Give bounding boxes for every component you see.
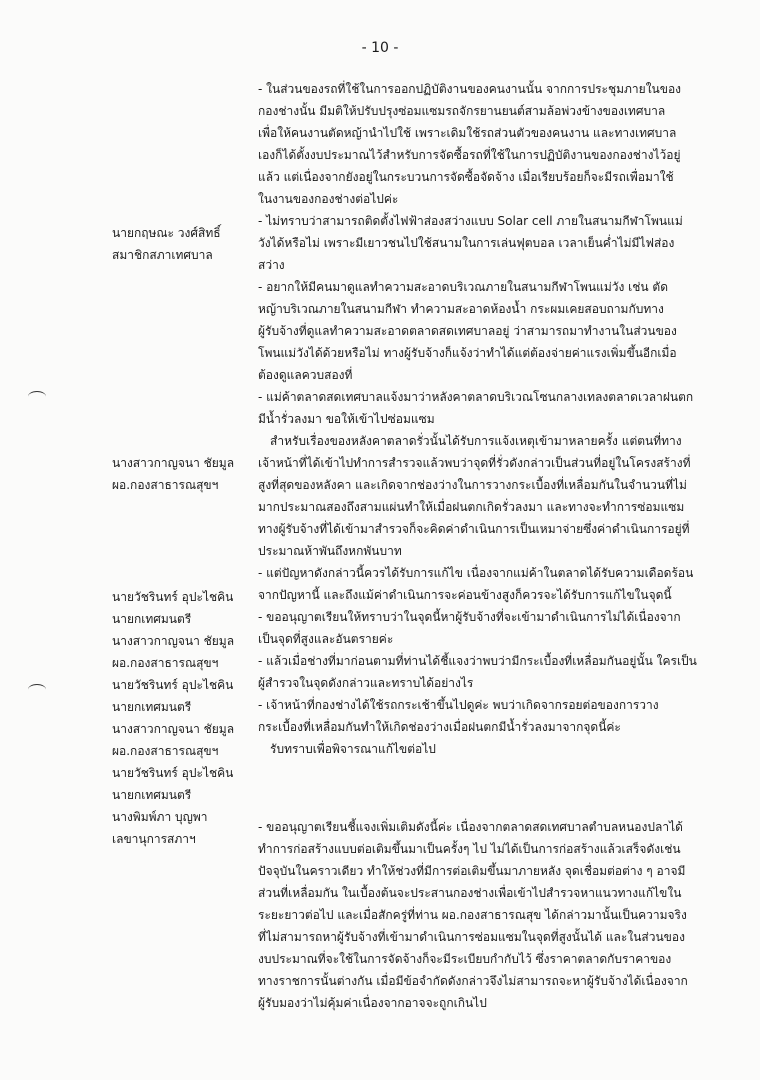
- speaker-role: ผอ.กองสาธารณสุขฯ: [112, 656, 219, 670]
- text-line: ทำการก่อสร้างแบบต่อเติมขึ้นมาเป็นครั้งๆ ไป ไม่ได้เป็นการก่อสร้างแล้วเสร็จดังเช่น: [258, 842, 681, 856]
- text-line: เพื่อให้คนงานตัดหญ้านำไปใช้ เพราะเดิมใช้รถส่วนตัวของคนงาน และทางเทศบาล: [258, 126, 677, 140]
- text-line: ประมาณห้าพันถึงหกพันบาท: [258, 544, 402, 558]
- speaker-name: นายวัชรินทร์ อุปะไชคิน: [112, 590, 234, 604]
- text-line: แล้ว แต่เนื่องจากยังอยู่ในกระบวนการจัดซื้อจัดจ้าง เมื่อเรียบร้อยก็จะมีรถเพื่อมาใช้: [258, 170, 674, 184]
- speaker-role: ผอ.กองสาธารณสุขฯ: [112, 744, 219, 758]
- speaker-name: นางพิมพ์ภา บุญพา: [112, 810, 208, 824]
- speaker-name: นางสาวกาญจนา ชัยมูล: [112, 634, 235, 648]
- speaker-role: นายกเทศมนตรี: [112, 788, 192, 802]
- text-line: กระเบื้องที่เหลื่อมกันทำให้เกิดช่องว่างเมื่อฝนตกมีน้ำรั่วลงมาจากจุดนี้ค่ะ: [258, 720, 621, 734]
- text-line: มากประมาณสองถึงสามแผ่นทำให้เมื่อฝนตกเกิดรั่วลงมา และทางจะทำการซ่อมแซม: [258, 500, 685, 514]
- text-line: งบประมาณที่จะใช้ในการจัดจ้างก็จะมีระเบียบกำกับไว้ ซึ่งราคาตลาดกับราคาของ: [258, 952, 672, 966]
- text-line: ผู้สำรวจในจุดดังกล่าวและทราบได้อย่างไร: [258, 676, 474, 690]
- speaker-label: [112, 452, 252, 496]
- minutes-text-block: [258, 816, 710, 1014]
- speaker-name: นายวัชรินทร์ อุปะไชคิน: [112, 678, 234, 692]
- text-line: กองช่างนั้น มีมติให้ปรับปรุงซ่อมแซมรถจักรยานยนต์สามล้อพ่วงข้างของเทศบาล: [258, 104, 666, 118]
- text-line: - ไม่ทราบว่าสามารถติดตั้งไฟฟ้าส่องสว่างแบบ Solar cell ภายในสนามกีฬาโพนแม่: [258, 214, 683, 228]
- text-line: หญ้าบริเวณภายในสนามกีฬา ทำความสะอาดห้องน้ำ กระผมเคยสอบถามกับทาง: [258, 302, 664, 316]
- speaker-role: นายกเทศมนตรี: [112, 700, 192, 714]
- text-line: วังได้หรือไม่ เพราะมีเยาวชนไปใช้สนามในการเล่นฟุตบอล เวลาเย็นค่ำไม่มีไฟส่อง: [258, 236, 675, 250]
- speaker-name: นางสาวกาญจนา ชัยมูล: [112, 722, 235, 736]
- text-line: - ในส่วนของรถที่ใช้ในการออกปฏิบัติงานของคนงานนั้น จากการประชุมภายในของ: [258, 82, 682, 96]
- speaker-label: [112, 222, 252, 266]
- text-line: ที่ไม่สามารถหาผู้รับจ้างที่เข้ามาดำเนินการซ่อมแซมในจุดที่สูงนั้นได้ และในส่วนของ: [258, 930, 685, 944]
- text-line: ระยะยาวต่อไป และเมื่อสักครู่ที่ท่าน ผอ.กองสาธารณสุข ได้กล่าวมานั้นเป็นความจริง: [258, 908, 687, 922]
- speaker-label: [112, 586, 252, 850]
- text-line: ในงานของกองช่างต่อไปค่ะ: [258, 192, 399, 206]
- text-line: - แล้วเมื่อช่างที่มาก่อนตามที่ท่านได้ชี้แจงว่าพบว่ามีกระเบื้องที่เหลื่อมกันอยู่นั้น ใครเป็น: [258, 654, 697, 668]
- text-line: - อยากให้มีคนมาดูแลทำความสะอาดบริเวณภายในสนามกีฬาโพนแม่วัง เช่น ตัด: [258, 280, 669, 294]
- text-line: ทางราชการนั้นต่างกัน เมื่อมีข้อจำกัดดังกล่าวจึงไม่สามารถจะหาผู้รับจ้างได้เนื่องจาก: [258, 974, 688, 988]
- text-line: - เจ้าหน้าที่กองช่างได้ใช้รถกระเช้าขึ้นไปดูค่ะ พบว่าเกิดจากรอยต่อของการวาง: [258, 698, 659, 712]
- text-line: สูงที่สุดของหลังคา และเกิดจากช่องว่างในการวางกระเบื้องที่เหลื่อมกันในจำนวนที่ไม่: [258, 478, 687, 492]
- speaker-name: นายกฤษณะ วงศ์สิทธิ์: [112, 226, 221, 240]
- text-line: - แต่ปัญหาดังกล่าวนี้ควรได้รับการแก้ไข เนื่องจากแม่ค้าในตลาดได้รับความเดือดร้อน: [258, 566, 694, 580]
- text-line: - ขออนุญาตเรียนให้ทราบว่าในจุดนี้หาผู้รับจ้างที่จะเข้ามาดำเนินการไม่ได้เนื่องจาก: [258, 610, 681, 624]
- text-line: โพนแม่วังได้ด้วยหรือไม่ ทางผู้รับจ้างก็แจ้งว่าทำได้แต่ต้องจ่ายค่าแรงเพิ่มขึ้นอีกเมื่อ: [258, 346, 677, 360]
- text-line: ผู้รับจ้างที่ดูแลทำความสะอาดตลาดสดเทศบาลอยู่ ว่าสามารถมาทำงานในส่วนของ: [258, 324, 677, 338]
- text-line: ผู้รับมองว่าไม่คุ้มค่าเนื่องจากอาจจะถูกเกินไป: [258, 996, 487, 1010]
- speaker-role: สมาชิกสภาเทศบาล: [112, 248, 213, 262]
- speaker-role: เลขานุการสภาฯ: [112, 832, 196, 846]
- text-line: สำหรับเรื่องของหลังคาตลาดรั่วนั้นได้รับการแจ้งเหตุเข้ามาหลายครั้ง แต่ตนที่ทาง: [270, 434, 682, 448]
- text-line: สว่าง: [258, 258, 285, 272]
- binder-hole-mark: [28, 391, 46, 402]
- minutes-text-block: [258, 78, 710, 760]
- text-line: เป็นจุดที่สูงและอันตรายค่ะ: [258, 632, 394, 646]
- text-line: ปัจจุบันในคราวเดียว ทำให้ช่วงที่มีการต่อเติมขึ้นมาภายหลัง จุดเชื่อมต่อต่าง ๆ อาจมี: [258, 864, 686, 878]
- speaker-role: ผอ.กองสาธารณสุขฯ: [112, 478, 219, 492]
- text-line: มีน้ำรั่วลงมา ขอให้เข้าไปซ่อมแซม: [258, 412, 435, 426]
- text-line: ส่วนที่เหลื่อมกัน ในเบื้องต้นจะประสานกองช่างเพื่อเข้าไปสำรวจหาแนวทางแก้ไขใน: [258, 886, 682, 900]
- speaker-name: นางสาวกาญจนา ชัยมูล: [112, 456, 235, 470]
- text-line: - แม่ค้าตลาดสดเทศบาลแจ้งมาว่าหลังคาตลาดบริเวณโซนกลางเทลงตลาดเวลาฝนตก: [258, 390, 694, 404]
- text-line: รับทราบเพื่อพิจารณาแก้ไขต่อไป: [270, 742, 436, 756]
- page-number: - 10 -: [361, 40, 399, 56]
- text-line: ทางผู้รับจ้างที่ได้เข้ามาสำรวจก็จะคิดค่าดำเนินการเป็นเหมาจ่ายซึ่งค่าดำเนินการอยู่ที่: [258, 522, 690, 536]
- text-line: เองก็ได้ตั้งงบประมาณไว้สำหรับการจัดซื้อรถที่ใช้ในการปฏิบัติงานของกองช่างไว้อยู่: [258, 148, 681, 162]
- text-line: ต้องดูแลควบสองที่: [258, 368, 353, 382]
- text-line: จากปัญหานี้ และถึงแม้ค่าดำเนินการจะค่อนข้างสูงก็ควรจะได้รับการแก้ไขในจุดนี้: [258, 588, 672, 602]
- binder-hole-mark: [28, 684, 46, 695]
- text-line: เจ้าหน้าที่ได้เข้าไปทำการสำรวจแล้วพบว่าจุดที่รั่วดังกล่าวเป็นส่วนที่อยู่ในโครงสร้างที่: [258, 456, 691, 470]
- speaker-role: นายกเทศมนตรี: [112, 612, 192, 626]
- speaker-name: นายวัชรินทร์ อุปะไชคิน: [112, 766, 234, 780]
- text-line: - ขออนุญาตเรียนชี้แจงเพิ่มเติมดังนี้ค่ะ เนื่องจากตลาดสดเทศบาลตำบลหนองปลาได้: [258, 820, 683, 834]
